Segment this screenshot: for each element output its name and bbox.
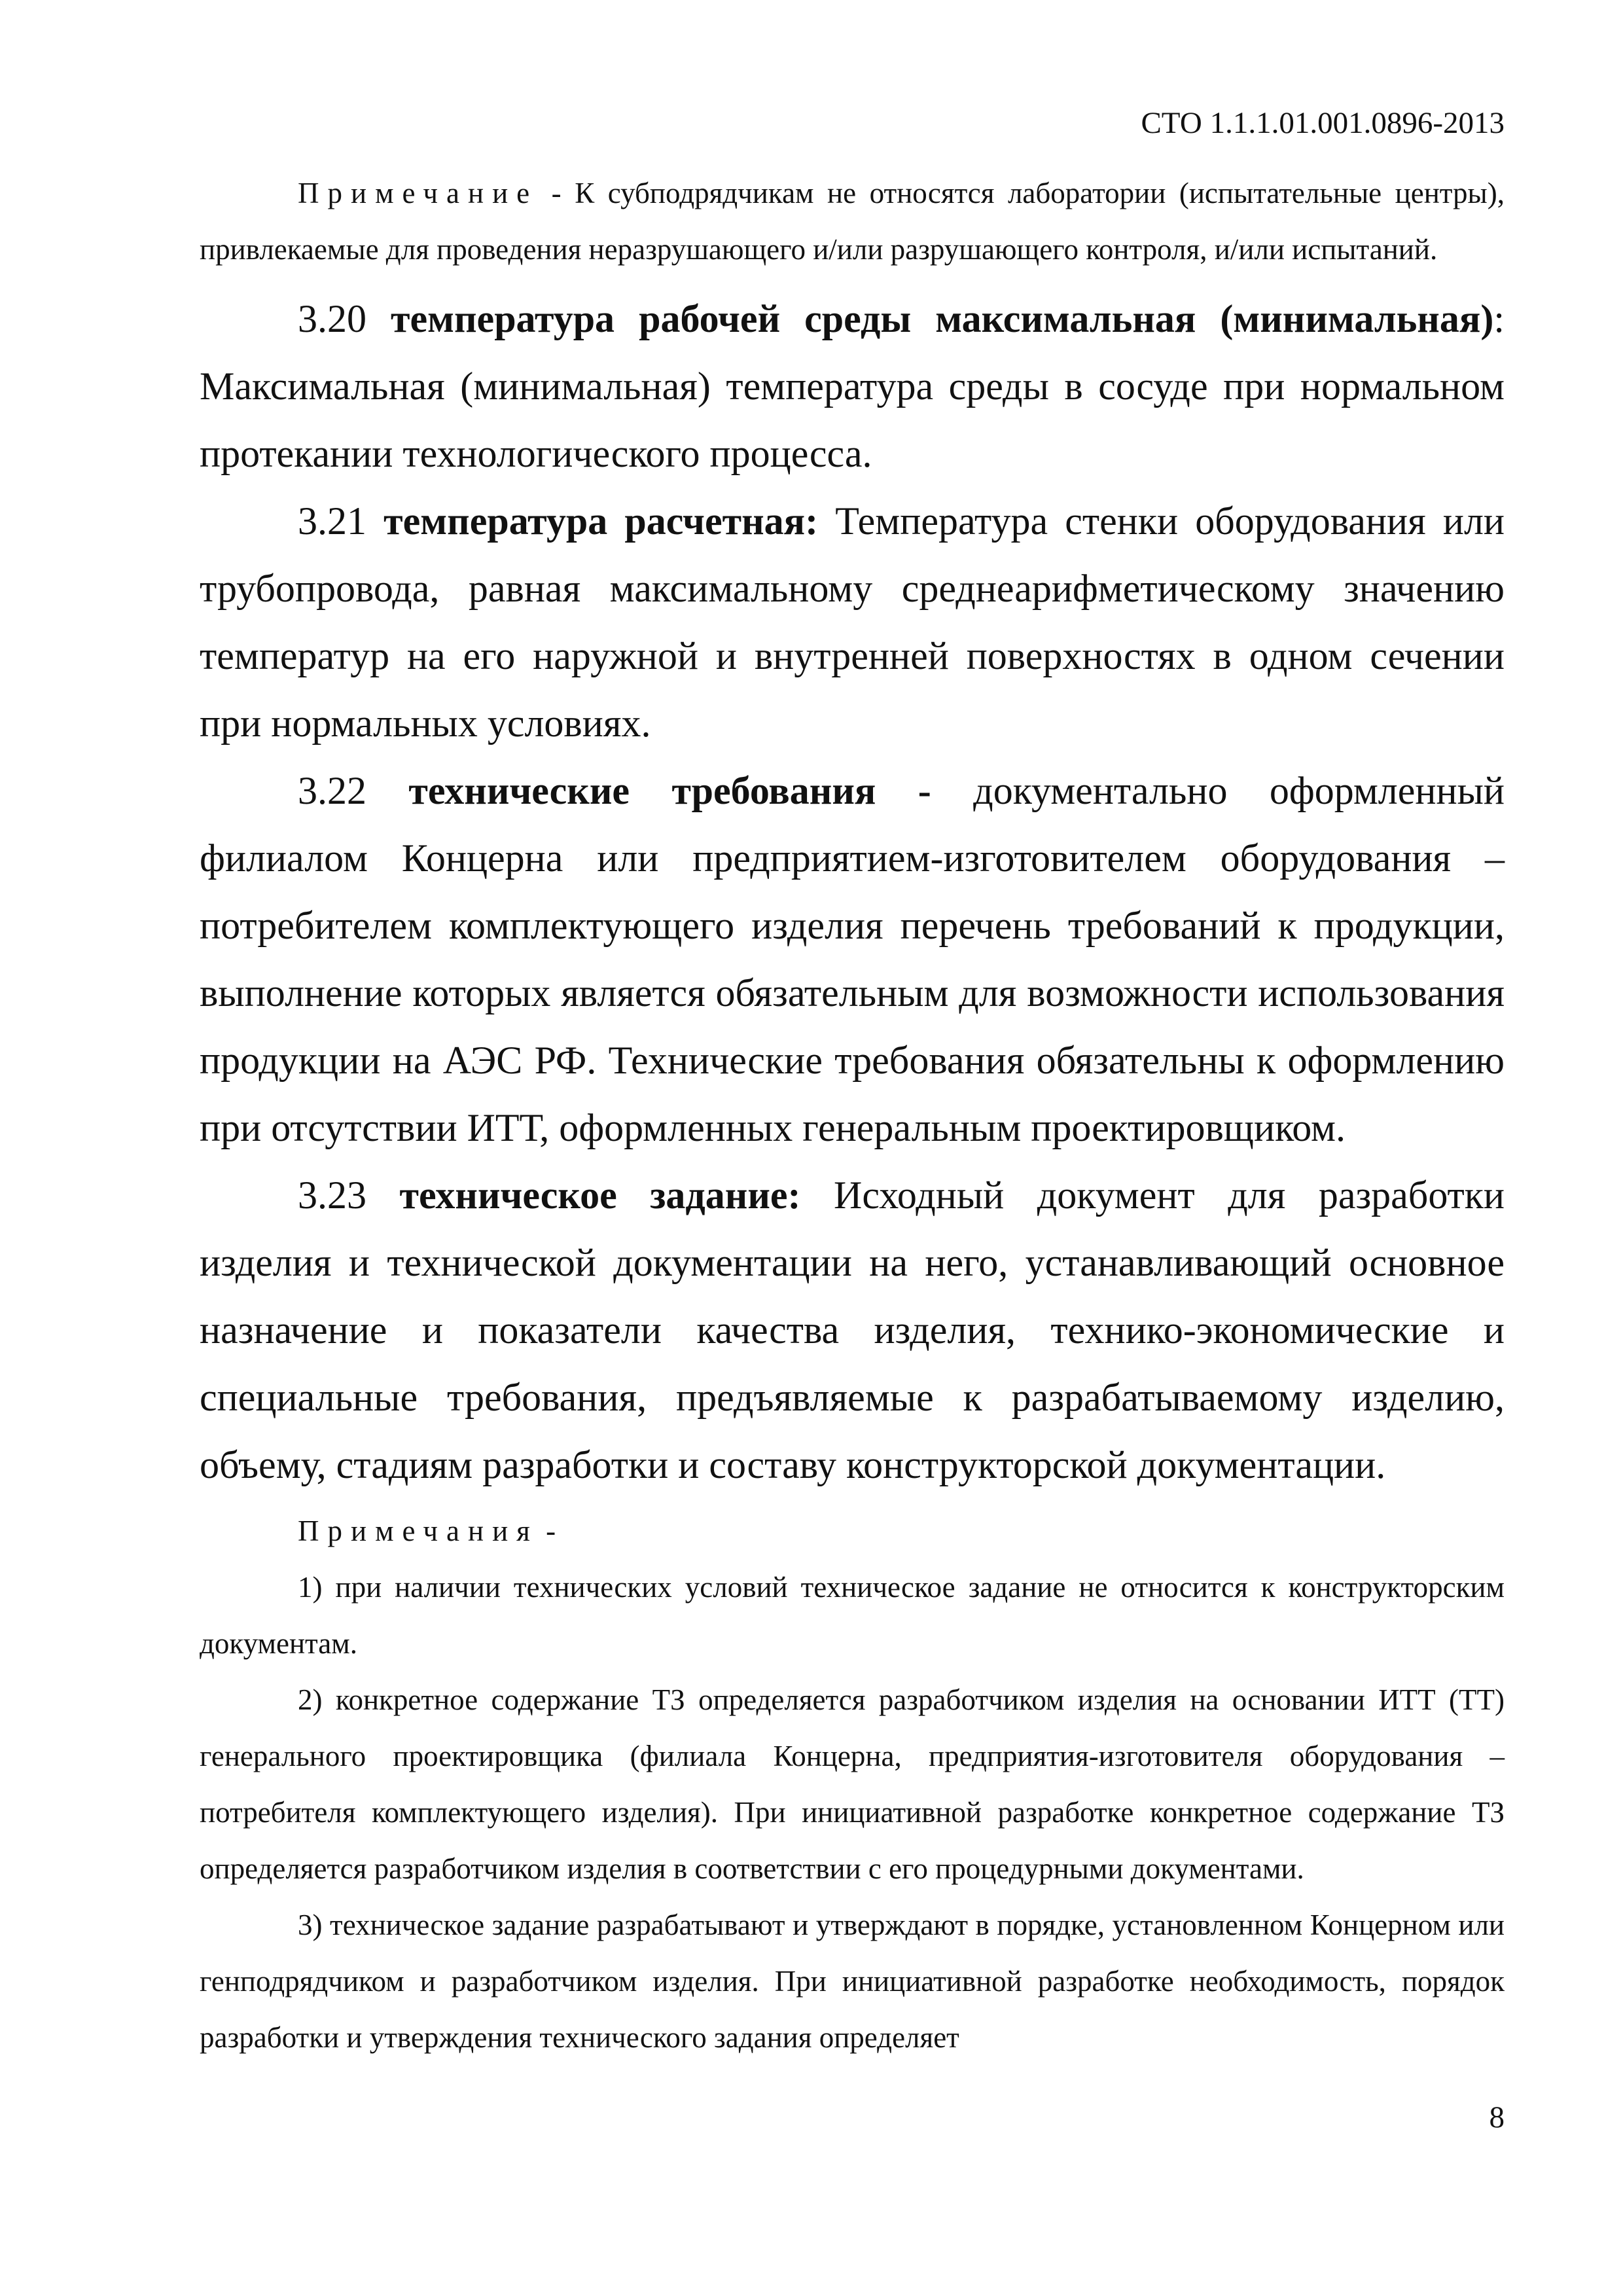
- note-item: 3) техническое задание разрабатывают и утверждают в порядке, установленном Концерном или генподрядчиком и разработчиком изделия. При инициативной разработке необходимость, порядок разработки и утверждения технического задания определяет: [200, 1909, 1505, 2054]
- definition-term: техническое задание:: [399, 1174, 801, 1217]
- definition-number: 3.20: [298, 297, 366, 340]
- definition-3-21: [200, 488, 1505, 757]
- note-text: К субподрядчикам не относятся лаборатории (испытательные центры), привлекаемые для проведения неразрушающего и/или разрушающего контроля, и/или испытаний.: [200, 177, 1505, 266]
- definition-number: 3.23: [298, 1174, 366, 1217]
- definition-3-20: [200, 285, 1505, 488]
- definition-term: технические требования -: [408, 769, 931, 812]
- definition-number: 3.21: [298, 499, 366, 543]
- definition-3-23: [200, 1162, 1505, 1499]
- page-body: [200, 165, 1505, 2066]
- definition-term: температура рабочей среды максимальная (минимальная): [391, 297, 1494, 340]
- definition-term: температура расчетная:: [383, 499, 819, 543]
- document-code: СТО 1.1.1.01.001.0896-2013: [1141, 106, 1505, 140]
- notes-heading: [200, 1503, 1505, 1559]
- page-number: 8: [1489, 2100, 1505, 2134]
- definition-separator: :: [1493, 297, 1505, 340]
- note-separator: -: [538, 177, 575, 209]
- note-paragraph: [200, 165, 1505, 278]
- definition-text: Максимальная (минимальная) температура среды в сосуде при нормальном протекании технологического процесса.: [200, 365, 1505, 475]
- note-label: Примечание: [298, 177, 539, 209]
- definition-text: Температура стенки оборудования или трубопровода, равная максимальному среднеарифметическому значению температур на его наружной и внутренней поверхностях в одном сечении при нормальных условиях.: [200, 499, 1505, 745]
- note-item: 1) при наличии технических условий техническое задание не относится к конструкторским документам.: [200, 1571, 1505, 1660]
- definition-3-22: [200, 757, 1505, 1162]
- notes-heading-label: Примечания: [298, 1515, 539, 1547]
- notes-heading-separator: -: [538, 1515, 556, 1547]
- definition-text: документально оформленный филиалом Концерна или предприятием-изготовителем оборудования – потребителем комплектующего изделия перечень требований к продукции, выполнение которых является обязательным для возможности использования продукции на АЭС РФ. Технические требования обязательны к оформлению при отсутствии ИТТ, оформленных генеральным проектировщиком.: [200, 769, 1505, 1149]
- definition-number: 3.22: [298, 769, 366, 812]
- note-item: 2) конкретное содержание ТЗ определяется разработчиком изделия на основании ИТТ (ТТ) генерального проектировщика (филиала Концерна, предприятия-изготовителя оборудования – потребителя комплектующего изделия). При инициативной разработке конкретное содержание ТЗ определяется разработчиком изделия в соответствии с его процедурными документами.: [200, 1683, 1505, 1885]
- definition-text: Исходный документ для разработки изделия и технической документации на него, устанавливающий основное назначение и показатели качества изделия, технико-экономические и специальные требования, предъявляемые к разрабатываемому изделию, объему, стадиям разработки и составу конструкторской документации.: [200, 1174, 1505, 1486]
